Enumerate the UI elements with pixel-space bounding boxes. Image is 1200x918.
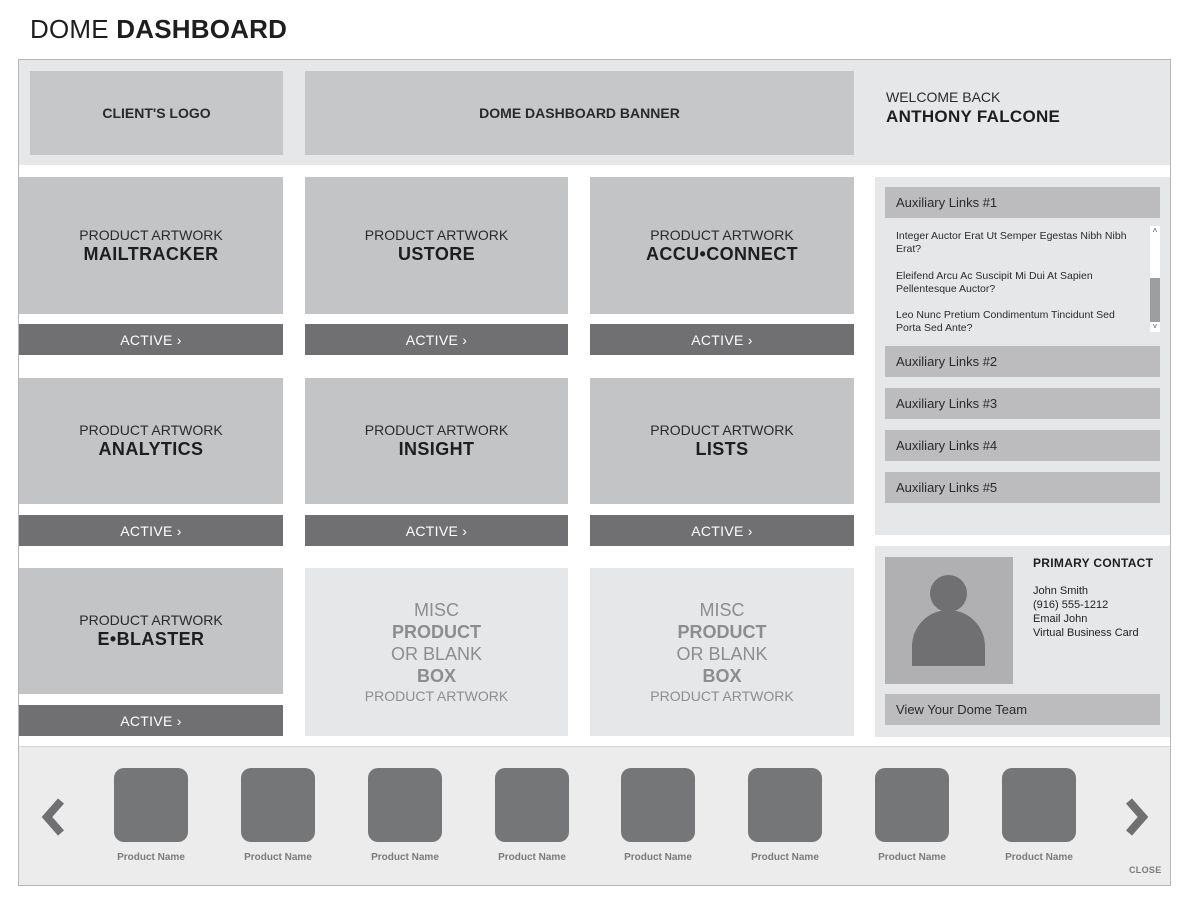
carousel-item[interactable] (495, 768, 569, 863)
welcome-line: WELCOME BACK (886, 89, 1001, 105)
product-tile-mailtracker[interactable] (19, 177, 283, 314)
product-tile-lists[interactable] (590, 378, 854, 504)
product-sub-label: PRODUCT ARTWORK (79, 226, 223, 243)
page-title-bold: DASHBOARD (116, 14, 288, 44)
contact-phone: (916) 555-1212 (1033, 599, 1109, 611)
misc-line: MISC (699, 600, 745, 620)
aux-link-item[interactable]: Leo Nunc Pretium Condimentum Tincidunt Sed Porta Sed Ante? (896, 309, 1115, 334)
misc-line: PRODUCT (677, 622, 767, 642)
product-thumbnail (495, 768, 569, 842)
close-button[interactable]: CLOSE (1129, 865, 1162, 875)
misc-product-box-1 (305, 568, 568, 736)
email-contact-link[interactable]: Email John (1033, 613, 1088, 625)
carousel-item[interactable] (241, 768, 315, 863)
carousel-item[interactable] (368, 768, 442, 863)
aux-links-2[interactable]: Auxiliary Links #2 (885, 346, 1160, 377)
client-logo-label: CLIENT'S LOGO (102, 105, 211, 121)
misc-product-box-2 (590, 568, 854, 736)
product-sub-label: PRODUCT ARTWORK (650, 226, 794, 243)
product-thumbnail (368, 768, 442, 842)
contact-name: John Smith (1033, 585, 1089, 597)
contact-info (1033, 556, 1153, 640)
scroll-thumb[interactable] (1150, 278, 1160, 322)
misc-line: MISC (414, 600, 459, 620)
misc-line: PRODUCT ARTWORK (364, 688, 509, 704)
misc-line: BOX (416, 666, 456, 686)
page-title-light: DOME (30, 14, 109, 44)
product-name: E•BLASTER (97, 629, 205, 649)
aux-links-1-content (885, 222, 1160, 336)
aux-link-item[interactable]: Eleifend Arcu Ac Suscipit Mi Dui At Sapien Pellentesque Auctor? (896, 270, 1093, 295)
product-name-label: Product Name (244, 852, 312, 863)
dashboard-banner (305, 71, 854, 155)
scroll-down-icon[interactable]: ˅ (1152, 322, 1158, 331)
product-name: ANALYTICS (98, 439, 204, 459)
product-sub-label: PRODUCT ARTWORK (364, 422, 509, 438)
product-tile-ustore[interactable] (305, 177, 568, 314)
product-name-label: Product Name (498, 852, 566, 863)
active-button-analytics[interactable]: ACTIVE › (19, 515, 283, 546)
scroll-up-icon[interactable]: ˄ (1152, 226, 1158, 235)
active-button-accu-connect[interactable]: ACTIVE › (590, 324, 854, 355)
page-title (30, 14, 287, 45)
primary-contact-panel (875, 546, 1170, 737)
aux-links-5[interactable]: Auxiliary Links #5 (885, 472, 1160, 503)
product-name-label: Product Name (371, 852, 439, 863)
product-thumbnail (875, 768, 949, 842)
misc-line: PRODUCT (392, 622, 481, 642)
product-name: MAILTRACKER (83, 243, 219, 264)
misc-line: OR BLANK (676, 644, 768, 664)
product-carousel (19, 746, 1170, 885)
header (19, 60, 1170, 165)
contact-title: PRIMARY CONTACT (1033, 556, 1154, 570)
avatar-head-icon (930, 575, 967, 612)
virtual-business-card-link[interactable]: Virtual Business Card (1033, 627, 1139, 639)
chevron-right-icon[interactable] (1121, 795, 1151, 839)
product-name-label: Product Name (878, 852, 946, 863)
auxiliary-links-panel (875, 177, 1170, 535)
user-name: ANTHONY FALCONE (886, 107, 1061, 126)
avatar-body-icon (912, 610, 985, 666)
product-tile-insight[interactable] (305, 378, 568, 504)
active-button-insight[interactable]: ACTIVE › (305, 515, 568, 546)
active-button-mailtracker[interactable]: ACTIVE › (19, 324, 283, 355)
active-button-ustore[interactable]: ACTIVE › (305, 324, 568, 355)
aux-link-item[interactable]: Integer Auctor Erat Ut Semper Egestas Nibh Nibh Erat? (896, 230, 1127, 255)
carousel-item[interactable] (114, 768, 188, 863)
product-thumbnail (114, 768, 188, 842)
misc-line: OR BLANK (390, 644, 483, 664)
chevron-left-icon[interactable] (39, 795, 69, 839)
aux-links-3[interactable]: Auxiliary Links #3 (885, 388, 1160, 419)
misc-line: BOX (702, 666, 742, 686)
client-logo[interactable] (30, 71, 283, 155)
active-button-e-blaster[interactable]: ACTIVE › (19, 705, 283, 736)
product-name-label: Product Name (1005, 852, 1073, 863)
product-thumbnail (1002, 768, 1076, 842)
product-sub-label: PRODUCT ARTWORK (79, 422, 223, 438)
carousel-item[interactable] (748, 768, 822, 863)
product-name-label: Product Name (117, 852, 185, 863)
banner-label: DOME DASHBOARD BANNER (479, 105, 680, 121)
carousel-item[interactable] (875, 768, 949, 863)
carousel-item[interactable] (1002, 768, 1076, 863)
product-sub-label: PRODUCT ARTWORK (364, 226, 509, 243)
view-dome-team-button[interactable]: View Your Dome Team (885, 694, 1160, 725)
aux-links-1[interactable]: Auxiliary Links #1 (885, 187, 1160, 218)
avatar (885, 557, 1013, 684)
product-sub-label: PRODUCT ARTWORK (79, 612, 223, 628)
aux-links-4[interactable]: Auxiliary Links #4 (885, 430, 1160, 461)
product-thumbnail (241, 768, 315, 842)
product-name: USTORE (397, 243, 476, 264)
active-button-lists[interactable]: ACTIVE › (590, 515, 854, 546)
welcome-message (886, 89, 1060, 127)
dashboard-frame (18, 59, 1171, 886)
product-tile-analytics[interactable] (19, 378, 283, 504)
product-name: LISTS (695, 439, 749, 459)
product-tile-accu-connect[interactable] (590, 177, 854, 314)
carousel-item[interactable] (621, 768, 695, 863)
product-name-label: Product Name (624, 852, 692, 863)
product-tile-e-blaster[interactable] (19, 568, 283, 694)
product-name: INSIGHT (398, 439, 475, 459)
product-sub-label: PRODUCT ARTWORK (650, 422, 794, 438)
scrollbar[interactable] (1150, 226, 1160, 332)
product-thumbnail (621, 768, 695, 842)
product-name-label: Product Name (751, 852, 819, 863)
misc-line: PRODUCT ARTWORK (650, 688, 794, 704)
product-name: ACCU•CONNECT (645, 243, 799, 264)
product-thumbnail (748, 768, 822, 842)
